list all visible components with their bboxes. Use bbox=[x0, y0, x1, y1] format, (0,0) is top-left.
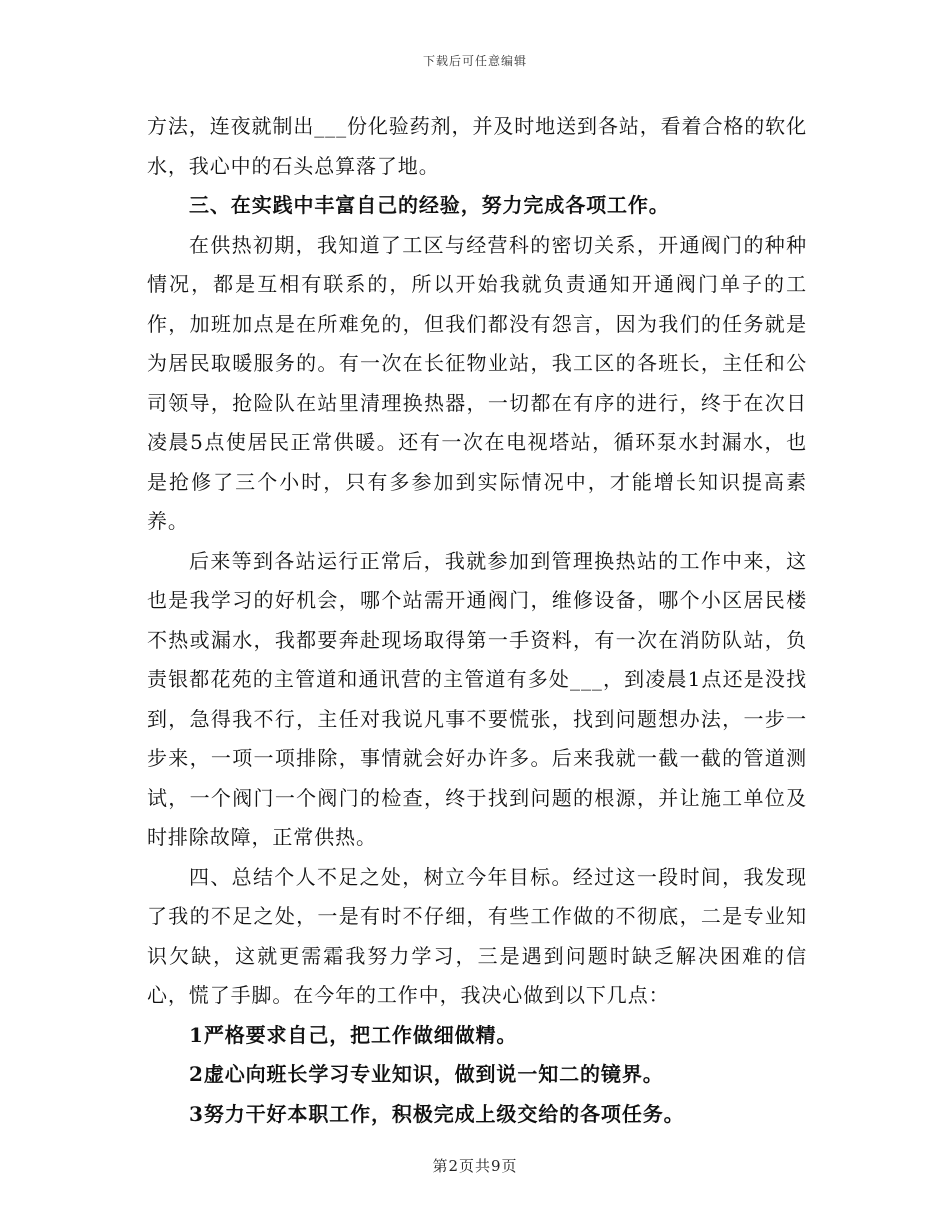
document-body bbox=[147, 107, 807, 1134]
paragraph-heating-start: 在供热初期，我知道了工区与经营科的密切关系，开通阀门的种种情况，都是互相有联系的，所以开始我就负责通知开通阀门单子的工作，加班加点是在所难免的，但我们都没有怨言，因为我们的任务就是为居民取暖服务的。有一次在长征物业站，我工区的各班长，主任和公司领导，抢险队在站里清理换热器，一切都在有序的进行，终于在次日凌晨5点使居民正常供暖。还有一次在电视塔站，循环泵水封漏水，也是抢修了三个小时，只有多参加到实际情况中，才能增长知识提高素养。 bbox=[147, 232, 807, 533]
page-number-footer: 第2页共9页 bbox=[432, 1157, 518, 1175]
goal-item-2: 2虚心向班长学习专业知识，做到说一知二的镜界。 bbox=[189, 1062, 664, 1086]
paragraph-summary-shortcomings: 四、总结个人不足之处，树立今年目标。经过这一段时间，我发现了我的不足之处，一是有时不仔细，有些工作做的不彻底，二是专业知识欠缺，这就更需霜我努力学习，三是遇到问题时缺乏解决困难的信心，慌了手脚。在今年的工作中，我决心做到以下几点： bbox=[147, 864, 807, 1007]
section-heading-3: 三、在实践中丰富自己的经验，努力完成各项工作。 bbox=[189, 193, 670, 217]
goal-item-1: 1严格要求自己，把工作做细做精。 bbox=[189, 1022, 518, 1047]
paragraph-station-management: 后来等到各站运行正常后，我就参加到管理换热站的工作中来，这也是我学习的好机会，哪个站需开通阀门，维修设备，哪个小区居民楼不热或漏水，我都要奔赴现场取得第一手资料，有一次在消防队站，负责银都花苑的主管道和通讯营的主管道有多处___，到凌晨1点还是没找到，急得我不行，主任对我说凡事不要慌张，找到问题想办法，一步一步来，一项一项排除，事情就会好办许多。后来我就一截一截的管道测试，一个阀门一个阀门的检查，终于找到问题的根源，并让施工单位及时排除故障，正常供热。 bbox=[147, 548, 807, 849]
goal-item-3: 3努力干好本职工作，积极完成上级交给的各项任务。 bbox=[189, 1101, 685, 1126]
page-header: 下载后可任意编辑 bbox=[422, 54, 527, 68]
paragraph-continuation: 方法，连夜就制出___份化验药剂，并及时地送到各站，看着合格的软化水，我心中的石头总算落了地。 bbox=[147, 114, 807, 178]
